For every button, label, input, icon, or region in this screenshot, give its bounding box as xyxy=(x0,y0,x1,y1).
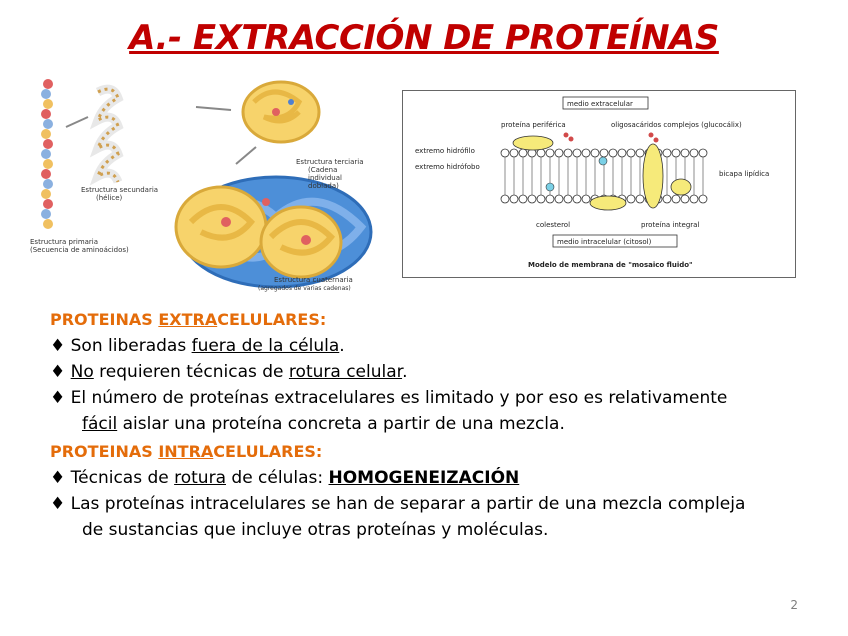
label-oligosacaridos: oligosacáridos complejos (glucocálix) xyxy=(611,121,742,129)
label-secundaria: Estructura secundaria xyxy=(81,186,159,194)
label-cuaternaria: Estructura cuaternaria xyxy=(274,276,353,284)
quaternary-structure xyxy=(176,177,371,287)
bullet-separar-mezcla-cont: de sustancias que incluye otras proteínas y moléculas. xyxy=(82,520,549,540)
peripheral-protein xyxy=(513,136,553,150)
heading-intracelulares: PROTEINAS INTRACELULARES: xyxy=(50,442,323,461)
label-proteina-periferica: proteína periférica xyxy=(501,121,566,129)
label-secundaria-sub: (hélice) xyxy=(96,194,123,202)
bullet-separar-mezcla: ♦ Las proteínas intracelulares se han de separar a partir de una mezcla compleja xyxy=(50,494,746,514)
integral-protein xyxy=(643,144,663,208)
page-number: 2 xyxy=(790,598,798,612)
membrane-caption: Modelo de membrana de "mosaico fluido" xyxy=(528,261,693,269)
label-terciaria-sub3: doblada) xyxy=(308,182,339,190)
label-primaria-sub: (Secuencia de aminoácidos) xyxy=(30,246,129,254)
label-medio-intracelular: medio intracelular (citosol) xyxy=(557,238,652,246)
tertiary-structure xyxy=(243,82,319,142)
label-medio-extracelular: medio extracelular xyxy=(567,100,633,108)
heading-extracelulares: PROTEINAS EXTRACELULARES: xyxy=(50,310,327,329)
cholesterol-mark xyxy=(546,183,554,191)
label-terciaria: Estructura terciaria xyxy=(296,158,364,166)
bullet-liberadas: ♦ Son liberadas fuera de la célula. xyxy=(50,336,345,356)
secondary-structure-helix xyxy=(98,89,118,182)
label-extremo-hidrofilo: extremo hidrófilo xyxy=(415,147,475,155)
label-extremo-hidrofobo: extremo hidrófobo xyxy=(415,163,480,171)
protein-structure-figure xyxy=(26,72,382,294)
slide-body xyxy=(50,305,820,543)
bullet-numero-limitado: ♦ El número de proteínas extracelulares es limitado y por eso es relativamente xyxy=(50,388,728,408)
label-cuaternaria-sub: (agregados de varias cadenas) xyxy=(258,285,351,292)
primary-structure-chain xyxy=(41,79,53,229)
label-primaria: Estructura primaria xyxy=(30,238,99,246)
slide-title: A.- EXTRACCIÓN DE PROTEÍNAS xyxy=(129,18,719,58)
bullet-tecnicas-rotura: ♦ Técnicas de rotura de células: HOMOGENEIZACIÓN xyxy=(50,468,520,488)
bullet-no-requieren: ♦ No requieren técnicas de rotura celular. xyxy=(50,362,408,382)
label-colesterol: colesterol xyxy=(536,221,571,229)
bullet-numero-limitado-cont: fácil aislar una proteína concreta a partir de una mezcla. xyxy=(82,414,565,434)
label-terciaria-sub2: individual xyxy=(308,174,342,182)
label-bicapa: bicapa lipídica xyxy=(719,170,770,178)
label-proteina-integral: proteína integral xyxy=(641,221,700,229)
label-terciaria-sub1: (Cadena xyxy=(308,166,338,174)
membrane-figure xyxy=(402,90,796,278)
